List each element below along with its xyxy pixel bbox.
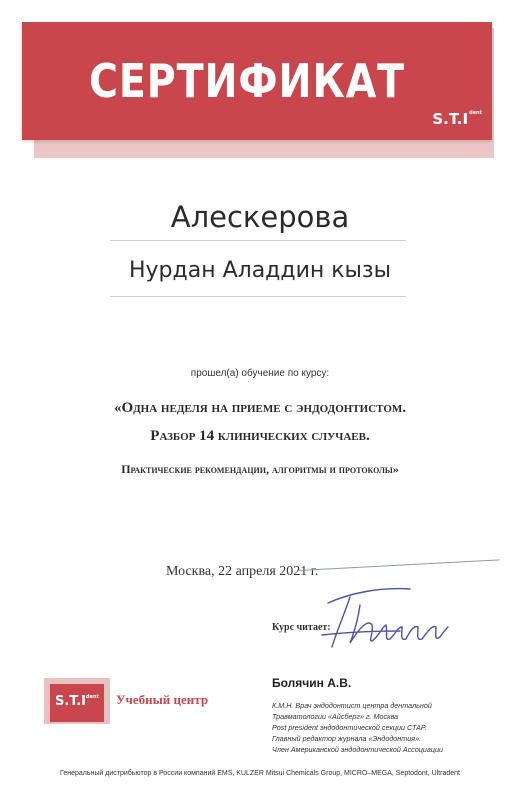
training-center-logo-small: dent — [86, 694, 99, 700]
lecturer-credential-line: Член Американской эндодонтической Ассоциации — [272, 745, 443, 754]
surname-underline — [110, 240, 406, 241]
lecturer-credential-line: Post president эндодонтической секции СТАР. — [272, 723, 427, 732]
signature-line — [298, 559, 500, 571]
lecturer-credential-line: Травматологии «Айсберг» г. Москва — [272, 712, 399, 721]
recipient-given-names: Нурдан Аладдин кызы — [128, 258, 391, 283]
course-subtitle: Практические рекомендации, алгоритмы и протоколы» — [121, 462, 399, 476]
recipient-surname: Алескерова — [170, 200, 350, 234]
course-title-line-2: Разбор 14 клинических случаев. — [150, 428, 370, 444]
training-center-logo-box — [50, 684, 104, 722]
sti-logo-small: dent — [469, 110, 482, 116]
course-title-line-1: «Одна неделя на приеме с эндодонтистом. — [113, 400, 407, 416]
lecturer-label: Курс читает: — [272, 622, 331, 633]
training-center-label: Учебный центр — [116, 692, 209, 707]
lecturer-credential-line: К.М.Н. Врач эндодонтист центра дентальной — [272, 701, 432, 710]
lecturer-signature — [310, 575, 460, 655]
given-names-underline — [110, 296, 406, 297]
training-center-logo-text — [50, 694, 104, 709]
lecturer-credential-line: Главный редактор журнала «Эндодонтия». — [272, 734, 422, 743]
training-center-logo — [44, 678, 110, 724]
course-intro: прошел(а) обучение по курсу: — [190, 368, 330, 379]
sti-logo-text: S.T.I — [432, 110, 469, 128]
place-date: Москва, 22 апреля 2021 г. — [166, 564, 319, 579]
training-center-logo-main: S.T.I — [55, 694, 87, 709]
certificate-title: СЕРТИФИКАТ — [88, 54, 406, 108]
sti-logo — [432, 110, 482, 128]
distributor-footer: Генеральный дистрибьютор в России компаний EMS, KULZER Mitsui Chemicals Group, MICRO–MEGA, Septodont, Ultradent — [60, 770, 460, 777]
header-banner — [22, 22, 492, 140]
lecturer-name: Болячин А.В. — [272, 676, 352, 690]
lecturer-credentials — [272, 700, 508, 755]
